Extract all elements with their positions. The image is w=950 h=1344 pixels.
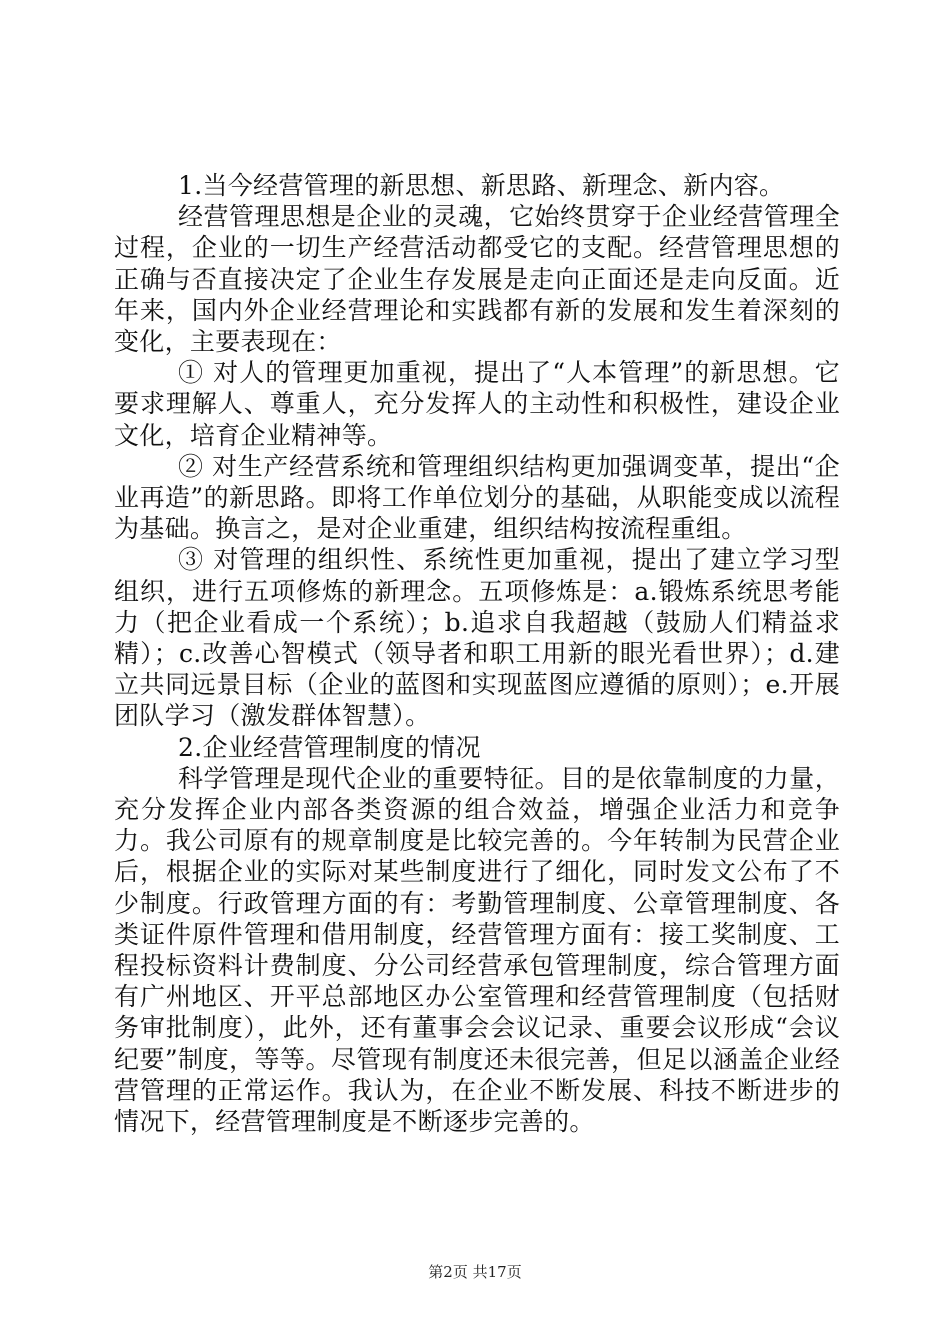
section-heading-1: 1.当今经营管理的新思想、新思路、新理念、新内容。 bbox=[178, 171, 785, 200]
paragraph-point-3: ③ 对管理的组织性、系统性更加重视，提出了建立学习型组织，进行五项修炼的新理念。五项修炼是：a.锻炼系统思考能力（把企业看成一个系统）；b.追求自我超越（鼓励人们精益求精）；c.改善心智模式（领导者和职工用新的眼光看世界）；d.建立共同远景目标（企业的蓝图和实现蓝图应遵循的原则）；e.开展团队学习（激发群体智慧）。 bbox=[114, 545, 840, 731]
page-footer: 第2页 共17页 bbox=[428, 1263, 522, 1281]
paragraph-management-system: 科学管理是现代企业的重要特征。目的是依靠制度的力量，充分发挥企业内部各类资源的组合效益，增强企业活力和竞争力。我公司原有的规章制度是比较完善的。今年转制为民营企业后，根据企业的实际对某些制度进行了细化，同时发文公布了不少制度。行政管理方面的有：考勤管理制度、公章管理制度、各类证件原件管理和借用制度，经营管理方面有：接工奖制度、工程投标资料计费制度、分公司经营承包管理制度，综合管理方面有广州地区、开平总部地区办公室管理和经营管理制度（包括财务审批制度），此外，还有董事会会议记录、重要会议形成“会议纪要”制度，等等。尽管现有制度还未很完善，但足以涵盖企业经营管理的正常运作。我认为，在企业不断发展、科技不断进步的情况下，经营管理制度是不断逐步完善的。 bbox=[114, 763, 840, 1137]
paragraph-point-1: ① 对人的管理更加重视，提出了“人本管理”的新思想。它要求理解人、尊重人，充分发挥人的主动性和积极性，建设企业文化，培育企业精神等。 bbox=[114, 358, 840, 450]
section-heading-2: 2.企业经营管理制度的情况 bbox=[178, 732, 481, 762]
paragraph-intro: 经营管理思想是企业的灵魂，它始终贯穿于企业经营管理全过程，企业的一切生产经营活动都受它的支配。经营管理思想的正确与否直接决定了企业生存发展是走向正面还是走向反面。近年来，国内外企业经营理论和实践都有新的发展和发生着深刻的变化，主要表现在： bbox=[114, 202, 840, 357]
paragraph-point-2: ② 对生产经营系统和管理组织结构更加强调变革，提出“企业再造”的新思路。即将工作单位划分的基础，从职能变成以流程为基础。换言之，是对企业重建，组织结构按流程重组。 bbox=[114, 451, 840, 544]
document-body bbox=[114, 170, 840, 1137]
